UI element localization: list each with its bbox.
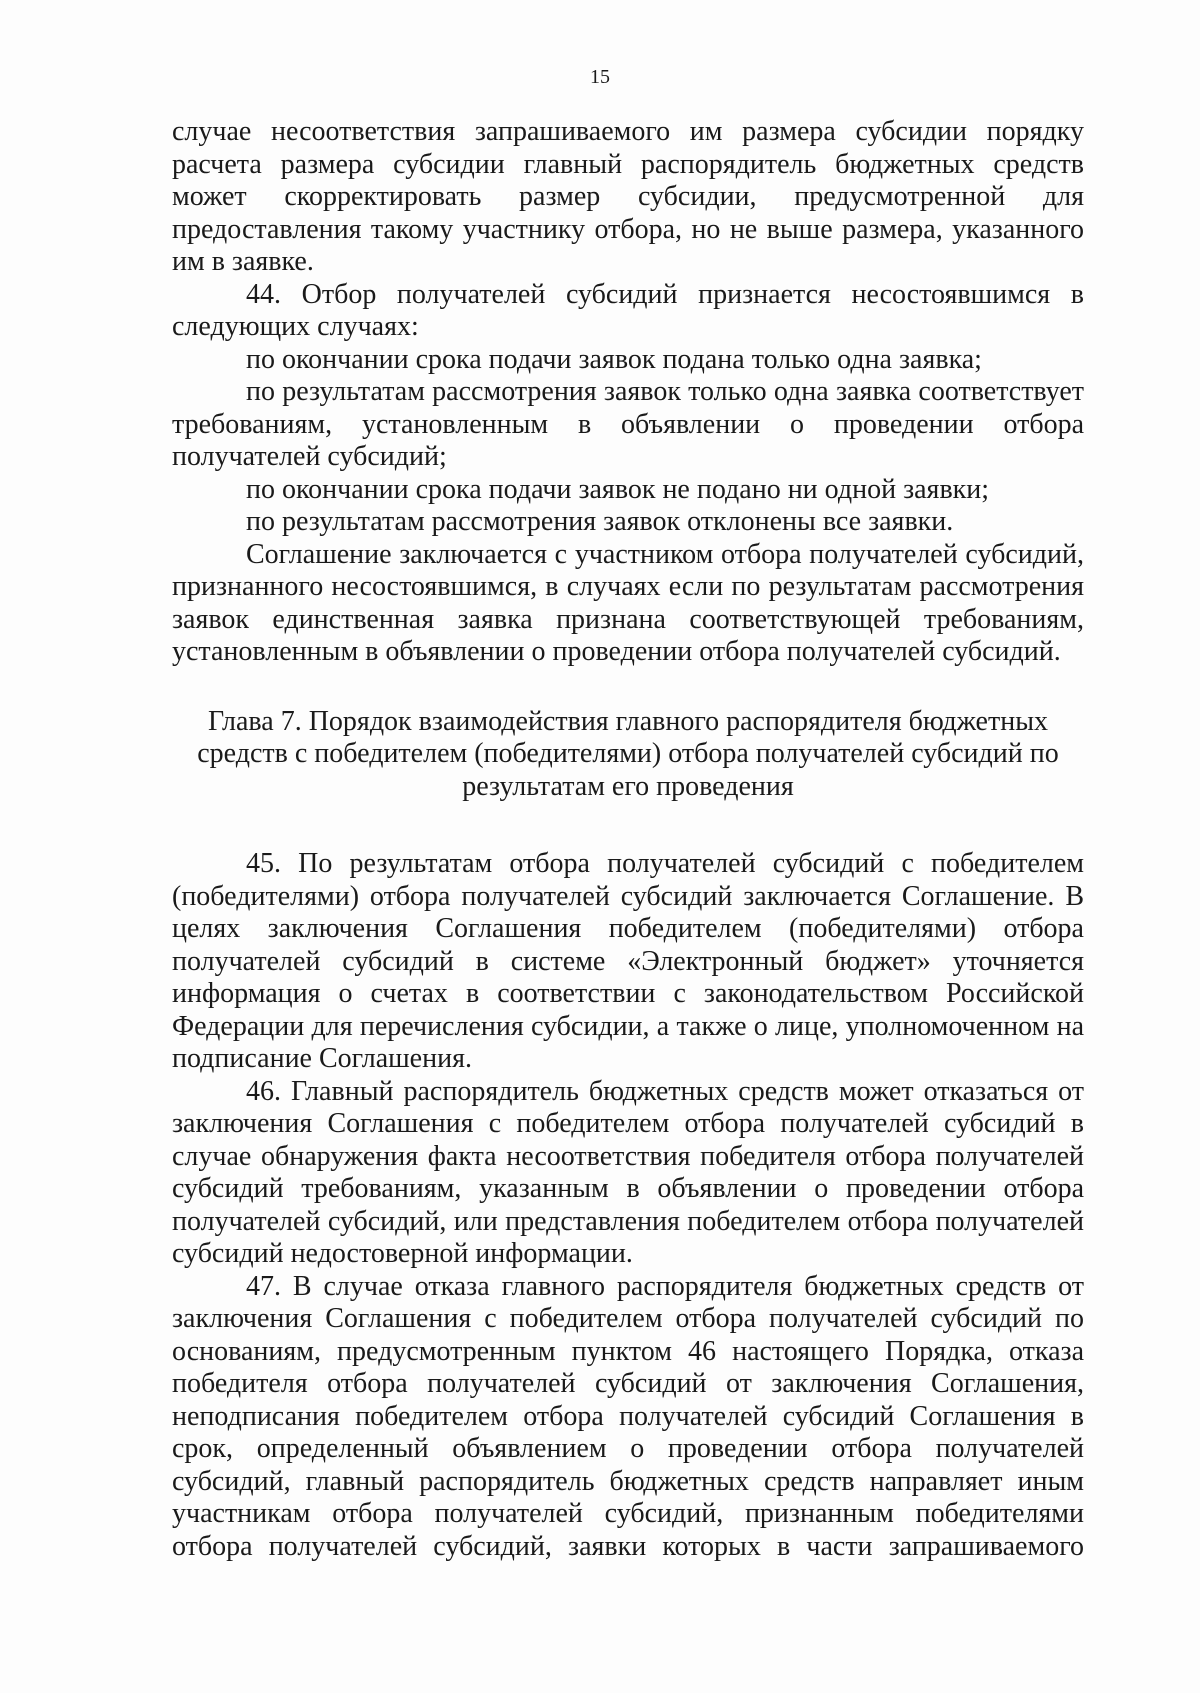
page-number: 15 [590,66,610,88]
chapter-heading [172,706,1084,804]
chapter-heading-line: результатам его проведения [462,770,794,802]
paragraph-continuation: случае несоответствия запрашиваемого им размера субсидии порядку расчета размера субсидии главный распорядитель бюджетных средств может скорректировать размер субсидии, предусмотренной для предоставления такому участнику отбора, но не выше размера, указанного им в заявке. [172,116,1084,277]
document-body [172,116,1084,1563]
list-item-case-4: по результатам рассмотрения заявок отклонены все заявки. [246,506,954,537]
paragraph-46: 46. Главный распорядитель бюджетных средств может отказаться от заключения Соглашения с победителем отбора получателей субсидий в случае обнаружения факта несоответствия победителя отбора получателей субсидий требованиям, указанным в объявлении о проведении отбора получателей субсидий, или представления победителем отбора получателей субсидий недостоверной информации. [172,1075,1084,1269]
chapter-heading-line: средств с победителем (победителями) отбора получателей субсидий по [197,738,1059,769]
list-item-case-1: по окончании срока подачи заявок подана только одна заявка; [246,343,982,375]
chapter-heading-line: Глава 7. Порядок взаимодействия главного распорядителя бюджетных [207,705,1049,737]
paragraph-47: 47. В случае отказа главного распорядителя бюджетных средств от заключения Соглашения с победителем отбора получателей субсидий по основаниям, предусмотренным пунктом 46 настоящего Порядка, отказа победителя отбора получателей субсидий от заключения Соглашения, неподписания победителем отбора получателей субсидий Соглашения в срок, определенный объявлением о проведении отбора получателей субсидий, главный распорядитель бюджетных средств направляет иным участникам отбора получателей субсидий, признанным победителями отбора получателей субсидий, заявки которых в части запрашиваемого [172,1270,1084,1562]
paragraph-agreement: Соглашение заключается с участником отбора получателей субсидий, признанного несостоявшимся, в случаях если по результатам рассмотрения заявок единственная заявка признана соответствующей требованиям, установленным в объявлении о проведении отбора получателей субсидий. [172,538,1084,667]
list-item-case-2: по результатам рассмотрения заявок только одна заявка соответствует требованиям, установленным в объявлении о проведении отбора получателей субсидий; [172,376,1084,472]
paragraph-44: 44. Отбор получателей субсидий признается несостоявшимся в следующих случаях: [172,278,1084,342]
paragraph-45: 45. По результатам отбора получателей субсидий с победителем (победителями) отбора получателей субсидий заключается Соглашение. В целях заключения Соглашения победителем (победителями) отбора получателей субсидий в системе «Электронный бюджет» уточняется информация о счетах в соответствии с законодательством Российской Федерации для перечисления субсидии, а также о лице, уполномоченном на подписание Соглашения. [172,848,1084,1074]
list-item-case-3: по окончании срока подачи заявок не подано ни одной заявки; [246,473,990,505]
